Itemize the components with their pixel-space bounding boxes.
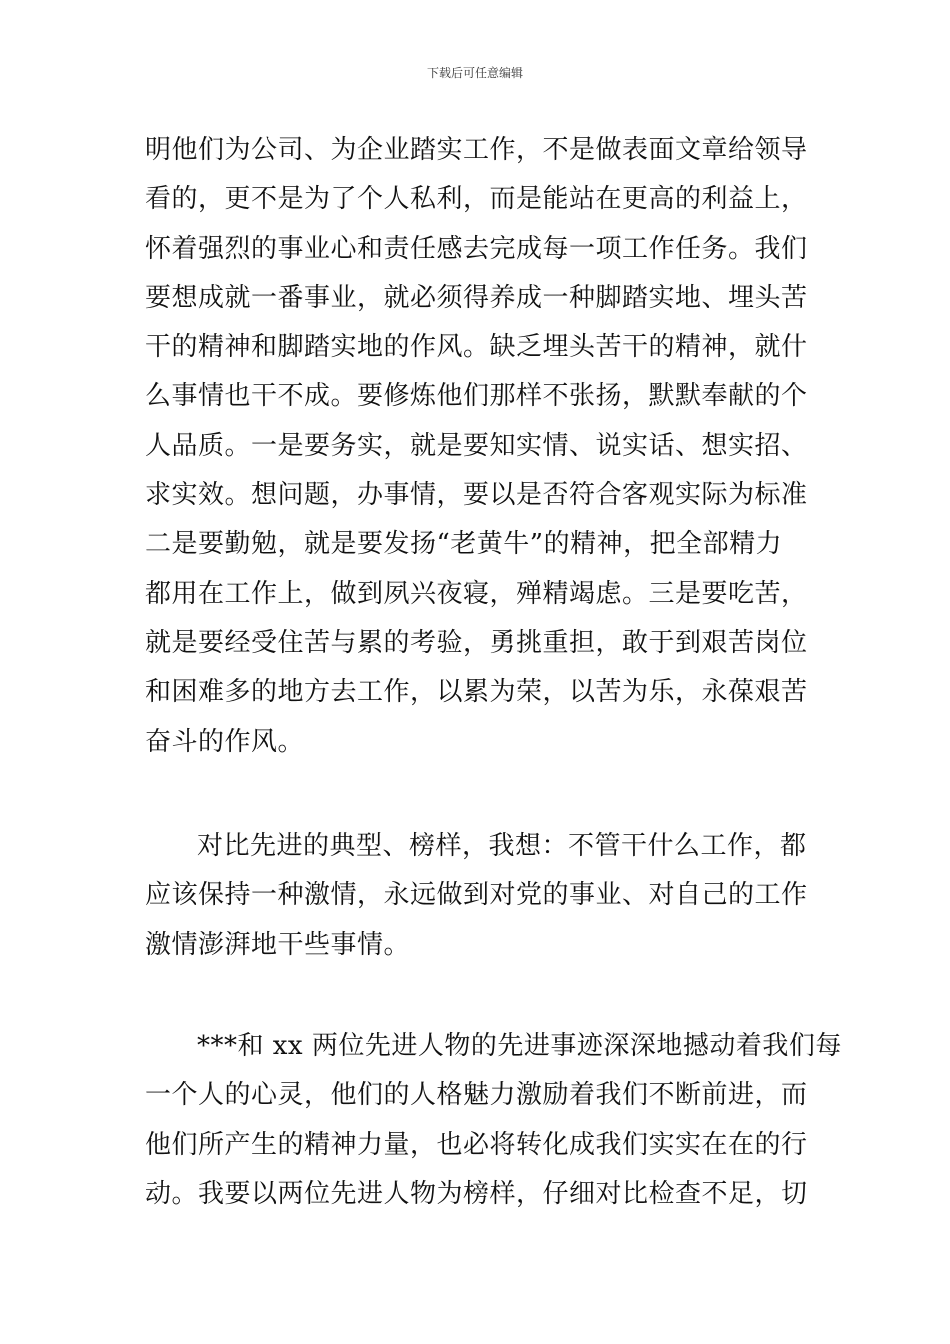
text-line: 他们所产生的精神力量，也必将转化成我们实实在在的行 — [145, 1129, 808, 1160]
text-line: 动。我要以两位先进人物为榜样，仔细对比检查不足，切 — [145, 1178, 808, 1209]
text-line: 看的，更不是为了个人私利，而是能站在更高的利益上， — [145, 184, 808, 215]
text-line: 要想成就一番事业，就必须得养成一种脚踏实地、埋头苦 — [145, 282, 808, 313]
page-header: 下载后可任意编辑 — [426, 66, 523, 80]
paragraph-3 — [145, 1022, 842, 1219]
text-line: 明他们为公司、为企业踏实工作，不是做表面文章给领导 — [145, 135, 808, 165]
paragraph-2 — [145, 822, 810, 970]
text-line: 应该保持一种激情，永远做到对党的事业、对自己的工作 — [145, 880, 808, 911]
text-line: 人品质。一是要务实，就是要知实情、说实话、想实招、 — [145, 430, 808, 461]
text-line: 奋斗的作风。 — [145, 726, 305, 757]
text-line: 和困难多的地方去工作，以累为荣，以苦为乐，永葆艰苦 — [145, 677, 808, 708]
text-line: 么事情也干不成。要修炼他们那样不张扬，默默奉献的个 — [145, 381, 808, 412]
text-line: 干的精神和脚踏实地的作风。缺乏埋头苦干的精神，就什 — [145, 332, 808, 363]
paragraph-1 — [145, 126, 810, 767]
text-line: 二是要勤勉，就是要发扬“老黄牛”的精神，把全部精力 — [145, 529, 783, 560]
text-line: 都用在工作上，做到夙兴夜寝，殚精竭虑。三是要吃苦， — [145, 578, 808, 609]
text-line: ***和 xx 两位先进人物的先进事迹深深地撼动着我们每 — [197, 1031, 842, 1061]
text-line: 就是要经受住苦与累的考验，勇挑重担，敢于到艰苦岗位 — [145, 627, 808, 658]
text-line: 对比先进的典型、榜样，我想：不管干什么工作，都 — [197, 831, 807, 861]
text-line: 怀着强烈的事业心和责任感去完成每一项工作任务。我们 — [145, 233, 808, 264]
text-line: 求实效。想问题，办事情，要以是否符合客观实际为标准 — [145, 480, 808, 511]
text-line: 激情澎湃地干些事情。 — [145, 929, 411, 960]
text-line: 一个人的心灵，他们的人格魅力激励着我们不断前进，而 — [145, 1080, 808, 1111]
